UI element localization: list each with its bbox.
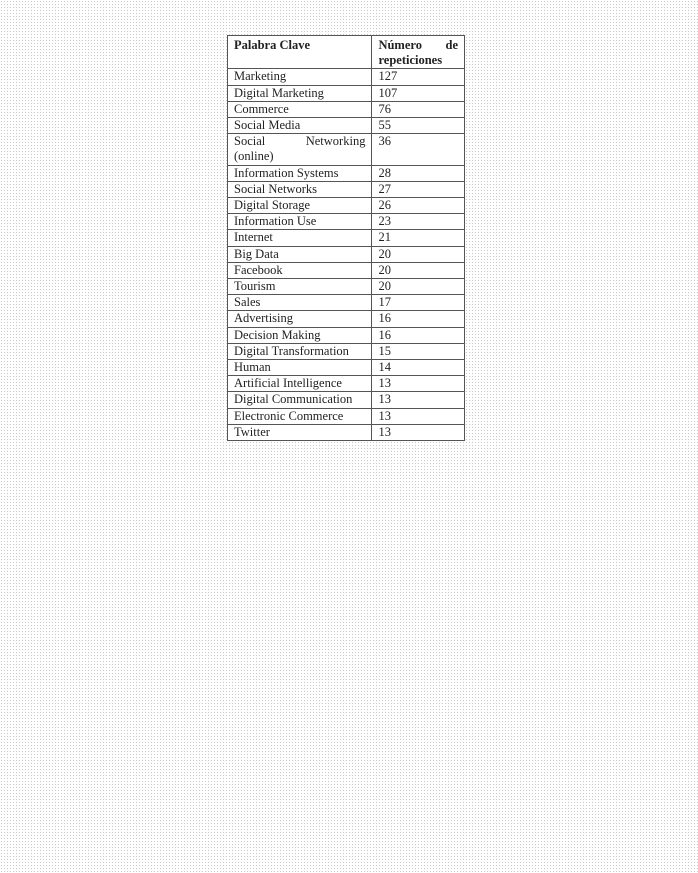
keyword-cell: Digital Storage bbox=[228, 198, 372, 214]
table-row bbox=[228, 214, 465, 230]
table-row bbox=[228, 376, 465, 392]
keyword-cell bbox=[228, 134, 372, 165]
table-row bbox=[228, 424, 465, 440]
table-row bbox=[228, 311, 465, 327]
count-cell: 15 bbox=[372, 343, 465, 359]
count-cell: 16 bbox=[372, 327, 465, 343]
keyword-cell: Big Data bbox=[228, 246, 372, 262]
count-cell: 26 bbox=[372, 198, 465, 214]
table-row bbox=[228, 279, 465, 295]
table-row bbox=[228, 343, 465, 359]
table-row bbox=[228, 262, 465, 278]
keyword-cell: Advertising bbox=[228, 311, 372, 327]
keyword-word: (online) bbox=[234, 149, 274, 164]
keyword-cell: Internet bbox=[228, 230, 372, 246]
count-cell: 55 bbox=[372, 118, 465, 134]
count-cell: 21 bbox=[372, 230, 465, 246]
count-cell: 36 bbox=[372, 134, 465, 165]
table-row bbox=[228, 165, 465, 181]
count-cell: 14 bbox=[372, 360, 465, 376]
header-keyword: Palabra Clave bbox=[228, 36, 372, 69]
keyword-cell: Social Networks bbox=[228, 181, 372, 197]
keyword-cell: Sales bbox=[228, 295, 372, 311]
keyword-word: Networking bbox=[305, 134, 366, 149]
count-cell: 23 bbox=[372, 214, 465, 230]
keyword-cell: Marketing bbox=[228, 69, 372, 85]
table-row bbox=[228, 360, 465, 376]
keyword-word: Social bbox=[234, 134, 266, 149]
keyword-cell: Digital Transformation bbox=[228, 343, 372, 359]
keyword-cell: Electronic Commerce bbox=[228, 408, 372, 424]
keyword-cell: Facebook bbox=[228, 262, 372, 278]
keyword-cell: Commerce bbox=[228, 101, 372, 117]
count-cell: 27 bbox=[372, 181, 465, 197]
header-count-word-3: repeticiones bbox=[378, 53, 443, 68]
keyword-cell: Human bbox=[228, 360, 372, 376]
count-cell: 107 bbox=[372, 85, 465, 101]
keyword-cell: Digital Communication bbox=[228, 392, 372, 408]
count-cell: 13 bbox=[372, 376, 465, 392]
table-row bbox=[228, 181, 465, 197]
table-row bbox=[228, 69, 465, 85]
keyword-table bbox=[227, 35, 465, 441]
keyword-cell: Information Systems bbox=[228, 165, 372, 181]
keyword-cell: Digital Marketing bbox=[228, 85, 372, 101]
table-row bbox=[228, 85, 465, 101]
table-row bbox=[228, 246, 465, 262]
header-count-word-1: Número bbox=[378, 38, 422, 52]
count-cell: 13 bbox=[372, 392, 465, 408]
header-count bbox=[372, 36, 465, 69]
keyword-cell: Tourism bbox=[228, 279, 372, 295]
count-cell: 13 bbox=[372, 424, 465, 440]
table-row bbox=[228, 198, 465, 214]
keyword-cell: Artificial Intelligence bbox=[228, 376, 372, 392]
count-cell: 20 bbox=[372, 246, 465, 262]
table-row bbox=[228, 408, 465, 424]
keyword-cell: Social Media bbox=[228, 118, 372, 134]
count-cell: 28 bbox=[372, 165, 465, 181]
table-row bbox=[228, 295, 465, 311]
table-row bbox=[228, 230, 465, 246]
count-cell: 13 bbox=[372, 408, 465, 424]
table-row bbox=[228, 392, 465, 408]
table-row bbox=[228, 101, 465, 117]
header-count-word-2: de bbox=[445, 38, 458, 52]
keyword-cell: Decision Making bbox=[228, 327, 372, 343]
count-cell: 76 bbox=[372, 101, 465, 117]
keyword-cell: Information Use bbox=[228, 214, 372, 230]
count-cell: 127 bbox=[372, 69, 465, 85]
table-row bbox=[228, 118, 465, 134]
count-cell: 20 bbox=[372, 262, 465, 278]
table-row bbox=[228, 134, 465, 165]
count-cell: 16 bbox=[372, 311, 465, 327]
keyword-cell: Twitter bbox=[228, 424, 372, 440]
count-cell: 17 bbox=[372, 295, 465, 311]
table-row bbox=[228, 327, 465, 343]
count-cell: 20 bbox=[372, 279, 465, 295]
table-header-row bbox=[228, 36, 465, 69]
